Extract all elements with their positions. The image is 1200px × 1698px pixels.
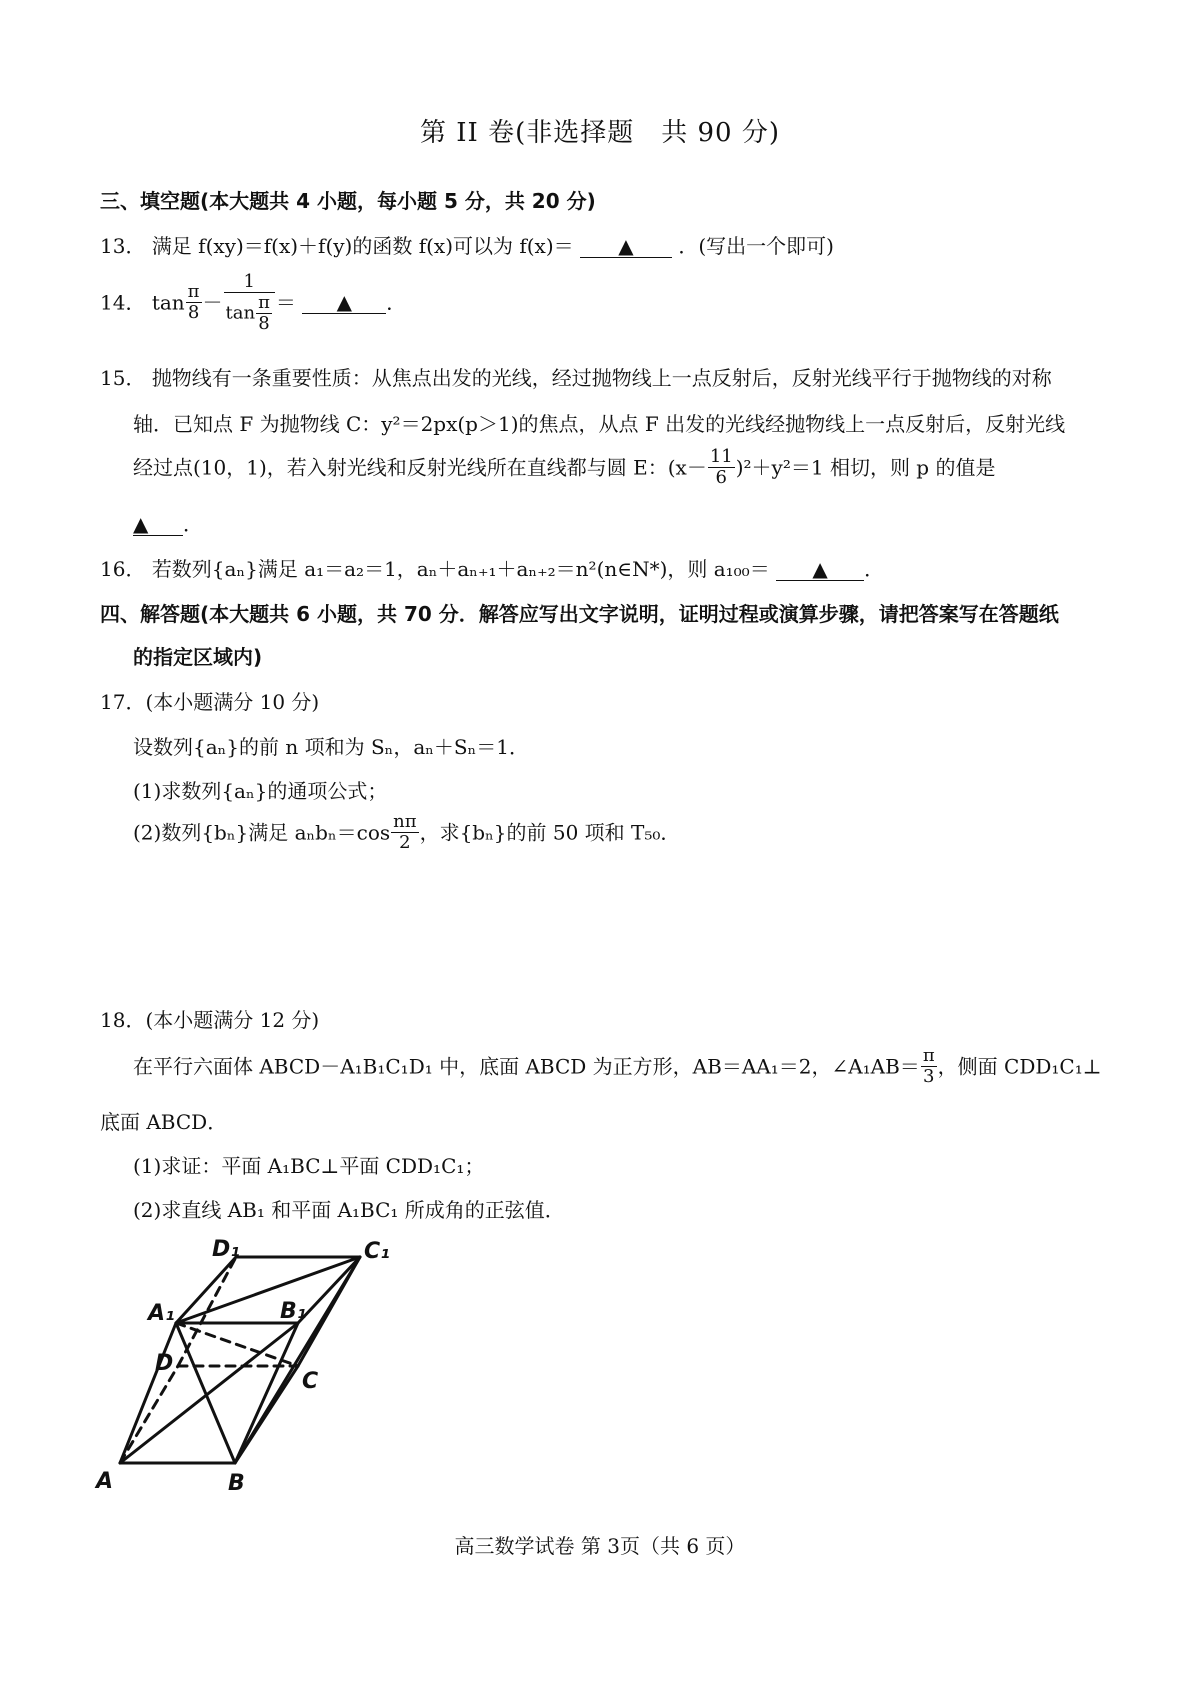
part4-heading-line1: 四、解答题(本大题共 6 小题，共 70 分．解答应写出文字说明，证明过程或演算步骤，请把答案写在答题纸 <box>100 602 1059 626</box>
question-17-sub1: (1)求数列{aₙ}的通项公式； <box>133 779 388 803</box>
label-A: A <box>96 1469 114 1494</box>
q14-tan: tan <box>151 290 185 315</box>
frac-num: π <box>258 291 270 313</box>
question-15-line2: 轴．已知点 F 为抛物线 C：y²＝2px(p＞1)的焦点，从点 F 出发的光线经抛物线上一点反射后，反射光线 <box>133 412 1066 436</box>
triangle-mark-icon: ▲ <box>336 290 352 315</box>
label-D1: D₁ <box>212 1237 240 1262</box>
triangle-mark-icon: ▲ <box>812 557 828 581</box>
frac-num: π <box>922 1045 935 1066</box>
frac-den: 8 <box>187 302 200 324</box>
edge-A1-C-hidden <box>176 1323 298 1366</box>
q16-period: ． <box>864 557 885 581</box>
q13-text-after: ．(写出一个即可) <box>678 234 834 258</box>
q13-answer-blank <box>580 235 672 258</box>
page-footer: 高三数学试卷 第 3页（共 6 页） <box>454 1534 746 1558</box>
q14-inner-frac <box>256 293 272 334</box>
frac-den: 3 <box>923 1065 935 1087</box>
frac-den: 2 <box>399 831 411 853</box>
frac-num: π <box>187 281 200 303</box>
q17-sub2-after: ，求{bₙ}的前 50 项和 T₅₀． <box>419 820 681 845</box>
q14-pi-over-8 <box>186 282 202 323</box>
part4-heading-line2: 的指定区域内) <box>133 645 263 669</box>
frac-den <box>224 293 275 334</box>
frac-num: 1 <box>224 272 275 293</box>
q18-stem-after: ，侧面 CDD₁C₁⊥ <box>937 1054 1102 1079</box>
question-18-header: 18．(本小题满分 12 分) <box>100 1008 320 1032</box>
parallelepiped-figure <box>96 1237 440 1500</box>
q15-line3-after: )²＋y²＝1 相切，则 p 的值是 <box>735 455 996 480</box>
label-C1: C₁ <box>364 1239 390 1264</box>
q14-period: ． <box>386 290 407 315</box>
question-17-stem: 设数列{aₙ}的前 n 项和为 Sₙ，aₙ＋Sₙ＝1． <box>133 735 529 759</box>
q15-line3-before: 经过点(10，1)，若入射光线和反射光线所在直线都与圆 E：(x－ <box>133 455 707 480</box>
frac-num: nπ <box>393 811 417 832</box>
frac-den: 8 <box>258 312 270 334</box>
label-A1: A₁ <box>148 1301 175 1326</box>
q14-reciprocal <box>224 272 275 333</box>
frac-num: 11 <box>709 446 733 467</box>
label-D: D <box>155 1351 174 1376</box>
edge-A1-B <box>176 1323 235 1463</box>
label-C: C <box>302 1369 319 1394</box>
q13-text: 满足 f(xy)＝f(x)＋f(y)的函数 f(x)可以为 f(x)＝ <box>151 234 574 258</box>
part3-heading: 三、填空题(本大题共 4 小题，每小题 5 分，共 20 分) <box>100 189 596 213</box>
q16-number: 16． <box>100 557 146 581</box>
q15-period: ． <box>183 512 203 536</box>
q14-tan2: tan <box>225 302 256 324</box>
edge-B-C1 <box>235 1257 360 1463</box>
question-18-stem-line2: 底面 ABCD． <box>100 1110 228 1134</box>
question-15-line4 <box>133 512 203 536</box>
question-18-sub1: (1)求证：平面 A₁BC⊥平面 CDD₁C₁； <box>133 1154 485 1178</box>
edge-A1-C1 <box>176 1257 360 1323</box>
q16-answer-blank <box>776 558 864 581</box>
q14-answer-blank <box>302 291 386 314</box>
q18-fraction <box>921 1046 937 1087</box>
section-title: 第 II 卷(非选择题 共 90 分) <box>420 118 780 148</box>
question-15-line1 <box>100 366 1052 390</box>
question-16 <box>100 557 884 581</box>
triangle-mark-icon: ▲ <box>133 512 149 536</box>
q16-text: 若数列{aₙ}满足 a₁＝a₂＝1，aₙ＋aₙ₊₁＋aₙ₊₂＝n²(n∈N*)，则 a₁₀₀＝ <box>151 557 770 581</box>
question-17-header: 17．(本小题满分 10 分) <box>100 690 320 714</box>
q15-answer-blank <box>133 513 183 536</box>
frac-den: 6 <box>715 466 727 488</box>
q17-fraction <box>391 812 418 853</box>
q13-number: 13． <box>100 234 146 258</box>
label-B: B <box>228 1471 245 1496</box>
q17-sub2-before: (2)数列{bₙ}满足 aₙbₙ＝cos <box>133 820 391 845</box>
q15-line1: 抛物线有一条重要性质：从焦点出发的光线，经过抛物线上一点反射后，反射光线平行于抛物线的对称 <box>151 366 1052 390</box>
q14-minus: － <box>202 290 223 315</box>
q15-fraction <box>708 447 735 488</box>
question-17-sub2 <box>133 812 680 853</box>
edge-B-B1 <box>235 1323 298 1463</box>
q14-number: 14． <box>100 290 146 315</box>
question-13 <box>100 234 834 258</box>
q15-number: 15． <box>100 366 146 390</box>
question-14 <box>100 272 406 333</box>
question-18-sub2: (2)求直线 AB₁ 和平面 A₁BC₁ 所成角的正弦值． <box>133 1198 565 1222</box>
edge-A-D-hidden <box>120 1366 178 1463</box>
question-15-line3 <box>133 447 995 488</box>
label-B1: B₁ <box>280 1299 307 1324</box>
question-18-stem <box>133 1046 1102 1087</box>
q18-stem-before: 在平行六面体 ABCD－A₁B₁C₁D₁ 中，底面 ABCD 为正方形，AB＝AA₁＝2，∠A₁AB＝ <box>133 1054 920 1079</box>
q14-equals: ＝ <box>275 290 296 315</box>
triangle-mark-icon: ▲ <box>618 234 634 258</box>
